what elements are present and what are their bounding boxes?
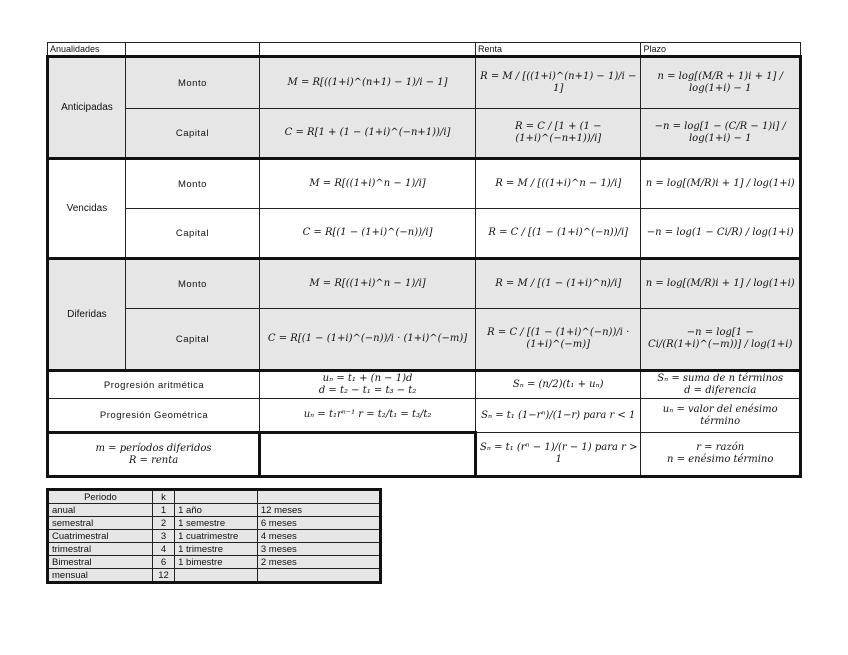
plazo-formula: −n = log(1 − Ci/R) / log(1+i) xyxy=(641,209,801,259)
table-row xyxy=(48,399,801,433)
capital-formula: C = R[(1 − (1+i)^(−n))/i] xyxy=(260,209,476,259)
row-label: Capital xyxy=(125,309,259,371)
renta-formula: R = C / [(1 − (1+i)^(−n))/i] xyxy=(476,209,641,259)
monto-formula: M = R[((1+i)^(n+1) − 1)/i − 1] xyxy=(260,57,476,109)
progresion-geometrica-label: Progresión Geométrica xyxy=(48,399,260,433)
plazo-formula: −n = log[1 − (C/R − 1)i] / log(1+i) − 1 xyxy=(641,109,801,159)
progresion-aritmetica-formula: uₙ = t₁ + (n − 1)d d = t₂ − t₁ = t₃ − t₂ xyxy=(260,371,476,399)
progresion-geometrica-formula: uₙ = t₁rⁿ⁻¹ r = t₂/t₁ = t₃/t₂ xyxy=(260,399,476,433)
plazo-formula: n = log[(M/R)i + 1] / log(1+i) xyxy=(641,259,801,309)
section-label: Anticipadas xyxy=(48,57,126,159)
renta-formula: R = C / [1 + (1 − (1+i)^(−n+1))/i] xyxy=(476,109,641,159)
header-renta: Renta xyxy=(476,43,641,57)
progresion-geometrica-suma-r-mayor: Sₙ = t₁ (rⁿ − 1)/(r − 1) para r > 1 xyxy=(476,433,641,477)
progresion-aritmetica-suma: Sₙ = (n/2)(t₁ + uₙ) xyxy=(476,371,641,399)
plazo-formula: −n = log[1 − Ci/(R(1+i)^(−m))] / log(1+i) xyxy=(641,309,801,371)
annuity-formula-table xyxy=(46,42,802,478)
progresion-aritmetica-label: Progresión aritmética xyxy=(48,371,260,399)
table-row xyxy=(48,433,801,477)
renta-formula: R = M / [(1 − (1+i)^n)/i] xyxy=(476,259,641,309)
table-row xyxy=(48,209,801,259)
razon-notes: r = razón n = enésimo término xyxy=(641,433,801,477)
renta-formula: R = C / [(1 − (1+i)^(−n))/i · (1+i)^(−m)] xyxy=(476,309,641,371)
row-label: Monto xyxy=(125,259,259,309)
progresion-aritmetica-notes: Sₙ = suma de n términos d = diferencia xyxy=(641,371,801,399)
table-row xyxy=(48,159,801,209)
table-row: Bimestral 6 1 bimestre 2 meses xyxy=(48,556,381,569)
header-plazo: Plazo xyxy=(641,43,801,57)
monto-formula: M = R[((1+i)^n − 1)/i] xyxy=(260,259,476,309)
table-row: semestral 2 1 semestre 6 meses xyxy=(48,517,381,530)
table-row xyxy=(48,109,801,159)
progresion-geometrica-notes: uₙ = valor del enésimo término xyxy=(641,399,801,433)
plazo-formula: n = log[(M/R)i + 1] / log(1+i) xyxy=(641,159,801,209)
row-label: Monto xyxy=(125,57,259,109)
monto-formula: M = R[((1+i)^n − 1)/i] xyxy=(260,159,476,209)
table-row: mensual 12 xyxy=(48,569,381,583)
renta-formula: R = M / [((1+i)^n − 1)/i] xyxy=(476,159,641,209)
row-label: Capital xyxy=(125,109,259,159)
capital-formula: C = R[1 + (1 − (1+i)^(−n+1))/i] xyxy=(260,109,476,159)
section-label: Vencidas xyxy=(48,159,126,259)
table-row: trimestral 4 1 trimestre 3 meses xyxy=(48,543,381,556)
table-row: Cuatrimestral 3 1 cuatrimestre 4 meses xyxy=(48,530,381,543)
row-label: Capital xyxy=(125,209,259,259)
period-header-row xyxy=(48,490,381,504)
header-row xyxy=(48,43,801,57)
k-header: k xyxy=(152,490,174,504)
table-row: anual 1 1 año 12 meses xyxy=(48,504,381,517)
header-anualidades: Anualidades xyxy=(48,43,126,57)
table-row xyxy=(48,371,801,399)
period-table xyxy=(46,488,382,584)
table-row xyxy=(48,309,801,371)
renta-formula: R = M / [((1+i)^(n+1) − 1)/i − 1] xyxy=(476,57,641,109)
progresion-geometrica-suma: Sₙ = t₁ (1−rⁿ)/(1−r) para r < 1 xyxy=(476,399,641,433)
plazo-formula: n = log[(M/R + 1)i + 1] / log(1+i) − 1 xyxy=(641,57,801,109)
notes-cell: m = períodos diferidos R = renta xyxy=(48,433,260,477)
section-label: Diferidas xyxy=(48,259,126,371)
row-label: Monto xyxy=(125,159,259,209)
table-row xyxy=(48,57,801,109)
table-row xyxy=(48,259,801,309)
capital-formula: C = R[(1 − (1+i)^(−n))/i · (1+i)^(−m)] xyxy=(260,309,476,371)
period-header: Periodo xyxy=(48,490,153,504)
